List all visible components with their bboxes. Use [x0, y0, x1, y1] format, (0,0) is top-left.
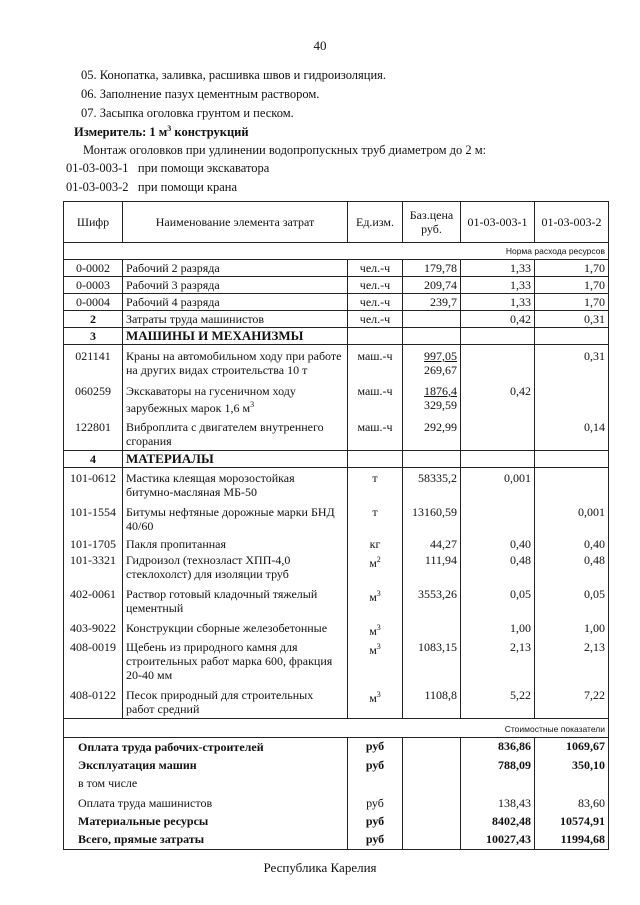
empty-cell	[461, 328, 535, 345]
resource-table	[63, 201, 609, 850]
empty-cell	[403, 328, 461, 345]
summary-value-1: 836,86	[461, 738, 535, 756]
row-name: Рабочий 4 разряда	[123, 294, 348, 311]
summary-value-2: 11994,68	[535, 829, 609, 850]
row-unit: чел.-ч	[348, 294, 403, 311]
summary-value-2: 1069,67	[535, 738, 609, 756]
name-sup: 3	[250, 400, 255, 409]
row-value-2: 1,70	[535, 294, 609, 311]
row-price: 179,78	[403, 260, 461, 277]
row-code: 0-0002	[64, 260, 123, 277]
section-name: МАШИНЫ И МЕХАНИЗМЫ	[123, 328, 348, 345]
header-col1: 01-03-003-1	[461, 202, 535, 243]
summary-value-2: 83,60	[535, 791, 609, 811]
row-code: 408-0122	[64, 683, 123, 719]
row-value-1: 5,22	[461, 683, 535, 719]
table-row	[64, 277, 609, 294]
machinist-row	[64, 311, 609, 328]
summary-unit: руб	[348, 755, 403, 773]
row-value-2: 0,48	[535, 552, 609, 582]
row-value-2: 0,14	[535, 416, 609, 451]
summary-value-1: 138,43	[461, 791, 535, 811]
row-value-2: 2,13	[535, 639, 609, 683]
row-code: 2	[64, 311, 123, 328]
price-bottom: 329,59	[424, 398, 457, 412]
summary-label: Всего, прямые затраты	[64, 829, 348, 850]
row-value-2: 1,70	[535, 260, 609, 277]
row-name: Рабочий 2 разряда	[123, 260, 348, 277]
summary-value-1	[461, 773, 535, 791]
row-value-1: 1,33	[461, 277, 535, 294]
unit-sup: 2	[376, 555, 381, 564]
summary-label: Эксплуатация машин	[64, 755, 348, 773]
meter-label: Измеритель: 1 м	[74, 125, 168, 140]
row-value-2: 1,70	[535, 277, 609, 294]
row-unit: т	[348, 468, 403, 501]
row-value-2	[535, 468, 609, 501]
code-1: 01-03-003-1	[66, 161, 129, 175]
page-footer: Республика Карелия	[263, 860, 377, 875]
empty-cell	[461, 451, 535, 468]
row-unit: т	[348, 500, 403, 534]
row-value-1: 0,42	[461, 378, 535, 416]
table-row	[64, 582, 609, 616]
row-value-2: 0,40	[535, 534, 609, 552]
page-number: 40	[313, 38, 327, 53]
row-unit	[348, 639, 403, 683]
section-code: 4	[64, 451, 123, 468]
empty-cell	[535, 328, 609, 345]
row-price	[403, 378, 461, 416]
norm-note-row	[64, 243, 609, 260]
summary-value-2	[535, 773, 609, 791]
row-code: 122801	[64, 416, 123, 451]
row-name: Битумы нефтяные дорожные марки БНД 40/60	[123, 500, 348, 534]
row-price: 44,27	[403, 534, 461, 552]
row-unit: чел.-ч	[348, 277, 403, 294]
unit-text: м	[369, 590, 377, 604]
empty-cell	[403, 829, 461, 850]
row-value-1: 0,001	[461, 468, 535, 501]
summary-unit: руб	[348, 811, 403, 829]
row-name: Затраты труда машинистов	[123, 311, 348, 328]
meter-sup: 3	[167, 124, 172, 133]
row-value-2: 0,31	[535, 345, 609, 379]
table-row	[64, 500, 609, 534]
summary-value-1: 788,09	[461, 755, 535, 773]
summary-value-1: 8402,48	[461, 811, 535, 829]
summary-value-1: 10027,43	[461, 829, 535, 850]
row-code: 403-9022	[64, 616, 123, 639]
summary-unit	[348, 773, 403, 791]
row-unit: маш.-ч	[348, 378, 403, 416]
table-row	[64, 294, 609, 311]
table-row	[64, 552, 609, 582]
section-code: 3	[64, 328, 123, 345]
row-value-2: 1,00	[535, 616, 609, 639]
work-description: Монтаж оголовков при удлинении водопропускных труб диаметром до 2 м:	[83, 143, 487, 157]
summary-value-2: 350,10	[535, 755, 609, 773]
empty-cell	[403, 755, 461, 773]
row-unit	[348, 683, 403, 719]
row-name: Виброплита с двигателем внутреннего сгорания	[123, 416, 348, 451]
row-value-1: 0,40	[461, 534, 535, 552]
row-code: 101-3321	[64, 552, 123, 582]
row-price: 1108,8	[403, 683, 461, 719]
row-value-2: 0,05	[535, 582, 609, 616]
summary-unit: руб	[348, 829, 403, 850]
code-2-text: при помощи крана	[137, 180, 238, 194]
price-bottom: 269,67	[424, 363, 457, 377]
price-top: 1876,4	[424, 384, 457, 398]
row-value-2: 0,001	[535, 500, 609, 534]
summary-unit: руб	[348, 738, 403, 756]
header-code: Шифр	[64, 202, 123, 243]
table-row	[64, 416, 609, 451]
summary-row	[64, 791, 609, 811]
unit-text: м	[369, 556, 377, 570]
row-name: Краны на автомобильном ходу при работе на других видах строительства 10 т	[123, 345, 348, 379]
row-value-2: 7,22	[535, 683, 609, 719]
row-value-1: 0,48	[461, 552, 535, 582]
unit-sup: 3	[376, 690, 381, 699]
empty-cell	[535, 451, 609, 468]
row-price: 209,74	[403, 277, 461, 294]
summary-row	[64, 738, 609, 756]
intro-line-05: 05. Конопатка, заливка, расшивка швов и гидроизоляция.	[81, 68, 387, 82]
row-value-1: 1,00	[461, 616, 535, 639]
materials-section-header	[64, 451, 609, 468]
price-top: 997,05	[424, 349, 457, 363]
code-line-2	[66, 180, 237, 195]
summary-label: Оплата труда машинистов	[64, 791, 348, 811]
row-name: Раствор готовый кладочный тяжелый цементный	[123, 582, 348, 616]
row-price	[403, 311, 461, 328]
row-value-2	[535, 378, 609, 416]
table-row	[64, 378, 609, 416]
row-name: Конструкции сборные железобетонные	[123, 616, 348, 639]
row-unit: чел.-ч	[348, 311, 403, 328]
row-name: Мастика клеящая морозостойкая битумно-масляная МБ-50	[123, 468, 348, 501]
unit-text: м	[369, 691, 377, 705]
row-unit	[348, 582, 403, 616]
row-price: 111,94	[403, 552, 461, 582]
meter-tail: конструкций	[171, 125, 249, 140]
row-price: 3553,26	[403, 582, 461, 616]
row-price: 239,7	[403, 294, 461, 311]
row-code: 0-0003	[64, 277, 123, 294]
unit-text: м	[369, 624, 377, 638]
row-value-1	[461, 500, 535, 534]
row-value-1: 0,42	[461, 311, 535, 328]
header-name: Наименование элемента затрат	[123, 202, 348, 243]
empty-cell	[403, 451, 461, 468]
empty-cell	[403, 738, 461, 756]
row-name: Гидроизол (технозласт ХПП-4,0 стеклохолст) для изоляции труб	[123, 552, 348, 582]
row-price: 292,99	[403, 416, 461, 451]
row-unit: маш.-ч	[348, 416, 403, 451]
summary-row	[64, 829, 609, 850]
summary-label: в том числе	[64, 773, 348, 791]
table-row	[64, 534, 609, 552]
row-unit: маш.-ч	[348, 345, 403, 379]
table-row	[64, 345, 609, 379]
table-header-row	[64, 202, 609, 243]
row-price: 13160,59	[403, 500, 461, 534]
row-code: 060259	[64, 378, 123, 416]
row-unit	[348, 616, 403, 639]
row-unit: кг	[348, 534, 403, 552]
summary-value-2: 10574,91	[535, 811, 609, 829]
empty-cell	[348, 328, 403, 345]
section-name: МАТЕРИАЛЫ	[123, 451, 348, 468]
table-row	[64, 683, 609, 719]
code-2: 01-03-003-2	[66, 180, 129, 194]
unit-sup: 3	[376, 623, 381, 632]
row-name	[123, 378, 348, 416]
row-code: 0-0004	[64, 294, 123, 311]
empty-cell	[403, 773, 461, 791]
table-row	[64, 639, 609, 683]
row-value-1	[461, 345, 535, 379]
row-price: 1083,15	[403, 639, 461, 683]
cost-note: Стоимостные показатели	[64, 719, 609, 738]
unit-sup: 3	[376, 589, 381, 598]
row-code: 101-1554	[64, 500, 123, 534]
row-value-1: 1,33	[461, 294, 535, 311]
header-price: Баз.цена руб.	[403, 202, 461, 243]
summary-unit: руб	[348, 791, 403, 811]
summary-row	[64, 755, 609, 773]
row-name: Пакля пропитанная	[123, 534, 348, 552]
row-unit	[348, 552, 403, 582]
summary-row	[64, 811, 609, 829]
table-row	[64, 616, 609, 639]
machines-section-header	[64, 328, 609, 345]
row-unit: чел.-ч	[348, 260, 403, 277]
code-line-1	[66, 161, 269, 176]
empty-cell	[403, 791, 461, 811]
table-row	[64, 260, 609, 277]
row-code: 101-1705	[64, 534, 123, 552]
unit-text: м	[369, 643, 377, 657]
row-value-1: 0,05	[461, 582, 535, 616]
intro-line-07: 07. Засыпка оголовка грунтом и песком.	[81, 106, 294, 120]
row-price: 58335,2	[403, 468, 461, 501]
code-1-text: при помощи экскаватора	[137, 161, 270, 175]
row-code: 021141	[64, 345, 123, 379]
row-value-2: 0,31	[535, 311, 609, 328]
table-row	[64, 468, 609, 501]
row-name: Щебень из природного камня для строительных работ марка 600, фракция 20-40 мм	[123, 639, 348, 683]
row-code: 408-0019	[64, 639, 123, 683]
name-text: Экскаваторы на гусеничном ходу зарубежных марок 1,6 м	[126, 384, 296, 415]
summary-row	[64, 773, 609, 791]
row-value-1: 2,13	[461, 639, 535, 683]
header-col2: 01-03-003-2	[535, 202, 609, 243]
row-value-1	[461, 416, 535, 451]
summary-label: Оплата труда рабочих-строителей	[64, 738, 348, 756]
row-code: 101-0612	[64, 468, 123, 501]
header-unit: Ед.изм.	[348, 202, 403, 243]
cost-note-row	[64, 719, 609, 738]
empty-cell	[403, 811, 461, 829]
norm-note: Норма расхода ресурсов	[64, 243, 609, 260]
empty-cell	[348, 451, 403, 468]
intro-line-06: 06. Заполнение пазух цементным раствором.	[81, 87, 320, 101]
row-name: Песок природный для строительных работ средний	[123, 683, 348, 719]
row-name: Рабочий 3 разряда	[123, 277, 348, 294]
row-price	[403, 345, 461, 379]
summary-label: Материальные ресурсы	[64, 811, 348, 829]
unit-sup: 3	[376, 642, 381, 651]
row-value-1: 1,33	[461, 260, 535, 277]
row-price	[403, 616, 461, 639]
row-code: 402-0061	[64, 582, 123, 616]
meter-heading	[74, 124, 249, 140]
